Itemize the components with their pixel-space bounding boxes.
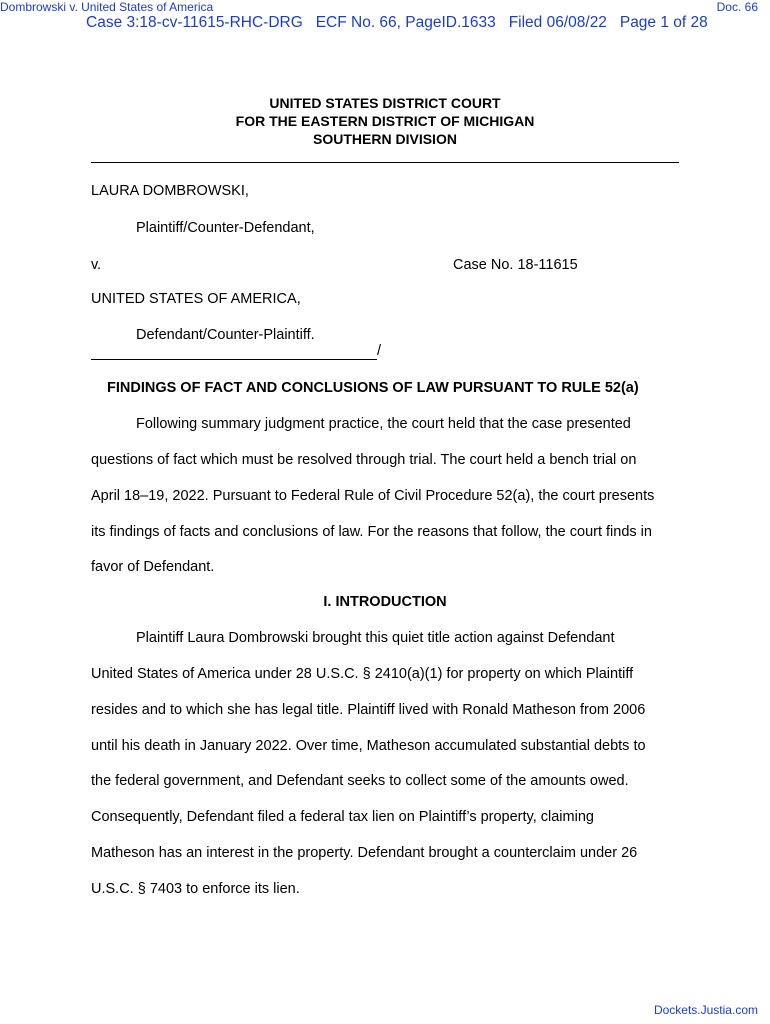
doc-number-link[interactable]: Doc. 66 xyxy=(716,0,758,14)
paragraph-line: favor of Defendant. xyxy=(91,559,215,575)
paragraph-line: resides and to which she has legal title. Plaintiff lived with Ronald Matheson from 2006 xyxy=(91,702,646,718)
versus: v. xyxy=(91,257,102,273)
paragraph-line: Matheson has an interest in the property. Defendant brought a counterclaim under 26 xyxy=(91,845,638,861)
heading-divider xyxy=(91,162,679,163)
paragraph-line: its findings of facts and conclusions of law. For the reasons that follow, the court finds in xyxy=(91,524,652,540)
paragraph-line: April 18–19, 2022. Pursuant to Federal Rule of Civil Procedure 52(a), the court presents xyxy=(91,488,655,504)
paragraph-line: Plaintiff Laura Dombrowski brought this quiet title action against Defendant xyxy=(136,630,615,646)
court-name: UNITED STATES DISTRICT COURT xyxy=(269,95,501,111)
paragraph-line: U.S.C. § 7403 to enforce its lien. xyxy=(91,881,300,897)
paragraph-line: Consequently, Defendant filed a federal tax lien on Plaintiff’s property, claiming xyxy=(91,809,594,825)
paragraph-line: the federal government, and Defendant seeks to collect some of the amounts owed. xyxy=(91,773,629,789)
paragraph-line: Following summary judgment practice, the court held that the case presented xyxy=(136,416,631,432)
section-heading: I. INTRODUCTION xyxy=(323,594,447,610)
document-title: FINDINGS OF FACT AND CONCLUSIONS OF LAW PURSUANT TO RULE 52(a) xyxy=(107,380,639,396)
caption-underline xyxy=(91,344,377,360)
court-division: SOUTHERN DIVISION xyxy=(313,131,457,147)
plaintiff-name: LAURA DOMBROWSKI, xyxy=(91,183,249,199)
case-title-link[interactable]: Dombrowski v. United States of America xyxy=(0,0,214,14)
footer-link[interactable]: Dockets.Justia.com xyxy=(653,1003,758,1017)
caption-slash: / xyxy=(377,343,382,359)
paragraph-line: questions of fact which must be resolved through trial. The court held a bench trial on xyxy=(91,452,637,468)
case-number: Case No. 18-11615 xyxy=(453,257,578,273)
paragraph-line: United States of America under 28 U.S.C. § 2410(a)(1) for property on which Plaintiff xyxy=(91,666,634,682)
filing-stamp: Case 3:18-cv-11615-RHC-DRG ECF No. 66, PageID.1633 Filed 06/08/22 Page 1 of 28 xyxy=(86,14,708,31)
defendant-role: Defendant/Counter-Plaintiff. xyxy=(136,327,315,343)
plaintiff-role: Plaintiff/Counter-Defendant, xyxy=(136,220,315,236)
court-district: FOR THE EASTERN DISTRICT OF MICHIGAN xyxy=(235,113,535,129)
defendant-name: UNITED STATES OF AMERICA, xyxy=(91,291,301,307)
paragraph-line: until his death in January 2022. Over time, Matheson accumulated substantial debts to xyxy=(91,738,646,754)
